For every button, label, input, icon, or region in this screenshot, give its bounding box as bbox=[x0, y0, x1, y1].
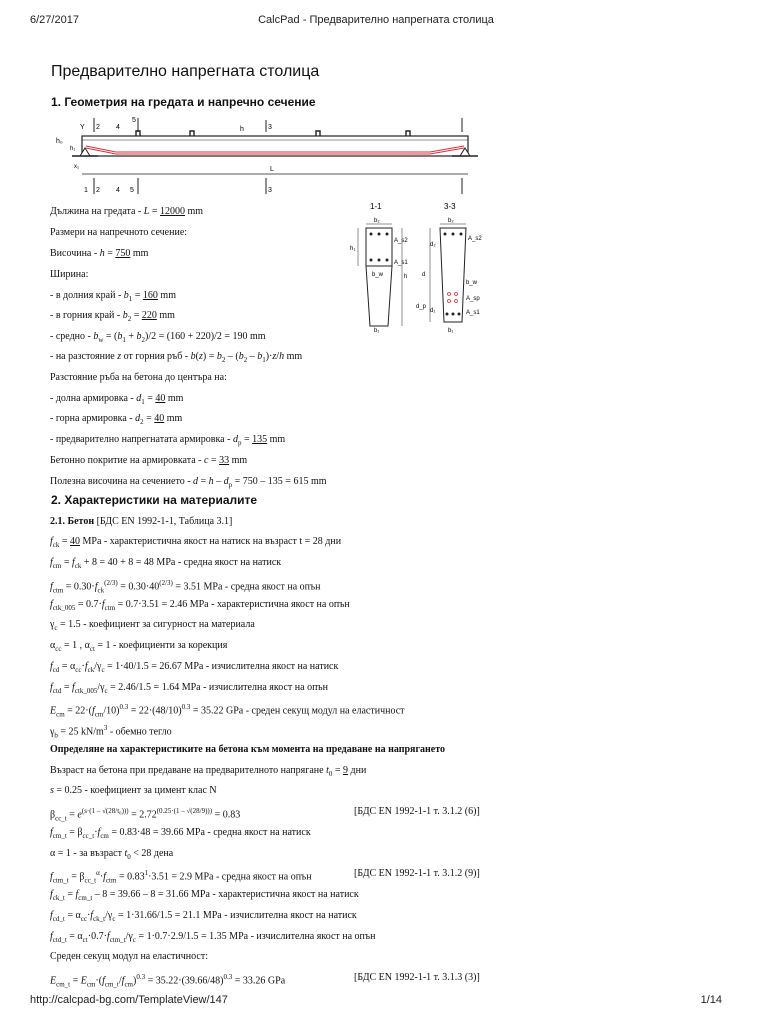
sec3-as2-label: A_s2 bbox=[468, 236, 482, 242]
text-line: - долна армировка - $d_1 = 40$ mm bbox=[50, 393, 184, 406]
page-url-link[interactable]: http://calcpad-bg.com/TemplateView/147 bbox=[30, 994, 228, 1006]
sec1-as1-label: A_s1 bbox=[394, 260, 408, 266]
sec3-b1-label: b₁ bbox=[448, 328, 454, 334]
fig-side-label-h0: h₀ bbox=[56, 138, 63, 145]
text-line: Размери на напречното сечение: bbox=[50, 227, 188, 238]
sec3-bw-label: b_w bbox=[466, 280, 478, 286]
sec1-h-label: h bbox=[404, 274, 408, 280]
text-line: $\beta_{cc\_t} = e^{(s\cdot(1 - √(28/t_0)))} = 2.72^{(0.25\cdot(1 - √(28/9)))} = 0.83$ bbox=[50, 807, 241, 823]
sec1-b1-label: b₁ bbox=[374, 328, 380, 334]
fig-span-label: L bbox=[270, 166, 274, 173]
print-title: CalcPad - Предварително напрегната столица bbox=[258, 14, 494, 26]
text-line: $E_{cm\_t} = E_{cm}\cdot(f_{cm\_t}/f_{cm})^{0.3} = 35.22\cdot(39.66/48)^{0.3} = 33.26$ GPa bbox=[50, 973, 286, 989]
section-3-3-title: 3-3 bbox=[444, 202, 456, 211]
text-line: $f_{ctd\_t} = \alpha_{ct}\cdot 0.7\cdot f_{ctm\_t}/\gamma_c = 1\cdot 0.7\cdot 2.9/1.5 = 1.35$ MPa - изчислителна якост на опън bbox=[50, 931, 376, 944]
text-line: $f_{cm} = f_{ck} + 8 = 40 + 8 = 48$ MPa - средна якост на натиск bbox=[50, 557, 282, 570]
text-line: Среден секущ модул на еластичност: bbox=[50, 951, 208, 962]
fig-top-label-h: h bbox=[240, 126, 244, 133]
fig-top-label-4: 4 bbox=[116, 124, 120, 131]
beam-elevation-drawing bbox=[50, 112, 480, 198]
text-line: $f_{cm\_t} = \beta_{cc\_t}\cdot f_{cm} = 0.83\cdot 48 = 39.66$ MPa - средна якост на натиск bbox=[50, 827, 311, 840]
text-line: α = 1 - за възраст $t_0 < 28$ дена bbox=[50, 848, 174, 861]
fig-side-label-h1: h₁ bbox=[70, 146, 76, 152]
text-line: Дължина на гредата - L = 12000 mm bbox=[50, 206, 204, 217]
sec3-d2-label: d₂ bbox=[430, 242, 436, 248]
text-line: s = 0.25 - коефициент за цимент клас N bbox=[50, 785, 217, 796]
page-number: 1/14 bbox=[700, 994, 722, 1006]
text-line: $f_{ctm} = 0.30\cdot f_{ck}^{(2/3)} = 0.30\cdot 40^{(2/3)} = 3.51$ MPa - средна якост на опън bbox=[50, 579, 321, 595]
print-date: 6/27/2017 bbox=[30, 14, 79, 26]
fig-top-label-5: 5 bbox=[132, 117, 136, 124]
section-marks-top bbox=[94, 118, 462, 132]
text-line: $f_{ctk\_005} = 0.7\cdot f_{ctm} = 0.7\cdot 3.51 = 2.46$ MPa - характеристична якост на опън bbox=[50, 599, 350, 612]
fig-bottom-label-2: 2 bbox=[96, 187, 100, 194]
sec3-asp-label: A_sp bbox=[466, 296, 480, 302]
sec3-d1-label: d₁ bbox=[430, 308, 436, 314]
sec3-dp-label: d_p bbox=[416, 304, 427, 310]
standard-reference: [БДС EN 1992-1-1 т. 3.1.3 (3)] bbox=[354, 972, 480, 983]
text-line: $f_{ck\_t} = f_{cm\_t} - 8 = 39.66 - 8 = 31.66$ MPa - характеристична якост на натиск bbox=[50, 889, 359, 902]
fig-bottom-label-1: 1 bbox=[84, 187, 88, 194]
text-line: 2.1. Бетон [БДС EN 1992-1-1, Таблица 3.1] bbox=[50, 516, 233, 527]
text-line: Възраст на бетона при предаване на предварителното напрягане $t_0 = 9$ дни bbox=[50, 765, 367, 778]
fig-top-label-y: Y bbox=[80, 124, 85, 131]
fig-top-label-3: 3 bbox=[268, 124, 272, 131]
fig-bottom-label-3: 3 bbox=[268, 187, 272, 194]
text-line: $f_{ctm\_t} = \beta_{cc\_t}^\alpha\cdot f_{ctm} = 0.83^1\cdot 3.51 = 2.9$ MPa - средна якост на опън bbox=[50, 869, 312, 885]
text-line: Определяне на характеристиките на бетона към момента на предаване на напрягането bbox=[50, 744, 445, 755]
text-line: Ширина: bbox=[50, 269, 89, 280]
text-line: - предварително напрегнатата армировка - $d_p = 135$ mm bbox=[50, 434, 286, 447]
section-1-1-title: 1-1 bbox=[370, 202, 382, 211]
text-line: - в горния край - $b_2 = 220$ mm bbox=[50, 310, 175, 323]
fig-side-label-x1: x₁ bbox=[74, 164, 80, 170]
sec1-h1-label: h₁ bbox=[350, 246, 356, 252]
text-line: $f_{cd\_t} = \alpha_{cc}\cdot f_{ck\_t}/\gamma_c = 1\cdot 31.66/1.5 = 21.1$ MPa - изчислителна якост на натиск bbox=[50, 910, 357, 923]
text-line: $\gamma_b = 25$ $kN/m^3$ - обемно тегло bbox=[50, 724, 172, 740]
sec3-b2-label: b₂ bbox=[448, 218, 454, 224]
standard-reference: [БДС EN 1992-1-1 т. 3.1.2 (9)] bbox=[354, 868, 480, 879]
fig-top-label-2: 2 bbox=[96, 124, 100, 131]
text-line: $\alpha_{cc} = 1$ , $\alpha_{ct} = 1$ - коефициенти за корекция bbox=[50, 640, 228, 653]
section-1-heading: 1. Геометрия на гредата и напречно сечение bbox=[51, 95, 316, 109]
text-line: $f_{ctd} = f_{ctk\_005}/\gamma_c = 2.46/1.5 = 1.64$ MPa - изчислителна якост на опън bbox=[50, 682, 328, 695]
text-line: Височина - h = 750 mm bbox=[50, 248, 149, 259]
sec1-bw-label: b_w bbox=[372, 272, 384, 278]
cross-sections-drawing bbox=[344, 200, 484, 334]
text-line: $f_{cd} = \alpha_{cc}\cdot f_{ck}/\gamma_c = 1\cdot 40/1.5 = 26.67$ MPa - изчислителна якост на натиск bbox=[50, 661, 339, 674]
sec3-as1-label: A_s1 bbox=[466, 310, 480, 316]
text-line: - на разстояние z от горния ръб - $b(z) = b_2 - (b_2 - b_1)\cdot z/h$ mm bbox=[50, 351, 303, 364]
text-line: $f_{ck} = 40$ MPa - характеристична якост на натиск на възраст t = 28 дни bbox=[50, 536, 342, 549]
text-line: $\gamma_c = 1.5$ - коефициент за сигурност на материала bbox=[50, 619, 255, 632]
text-line: Полезна височина на сечението - $d = h - d_p = 750 - 135 = 615$ mm bbox=[50, 476, 327, 489]
fig-bottom-label-4: 4 bbox=[116, 187, 120, 194]
sec1-as2-label: A_s2 bbox=[394, 238, 408, 244]
sec3-d-label: d bbox=[422, 272, 426, 278]
page-title: Предварително напрегната столица bbox=[51, 63, 320, 80]
section-2-heading: 2. Характеристики на материалите bbox=[51, 493, 258, 507]
text-line: - средно - $b_w = (b_1 + b_2)/2 = (160 + 220)/2 = 190$ mm bbox=[50, 331, 266, 344]
sec1-b2-label: b₂ bbox=[374, 218, 380, 224]
text-line: - горна армировка - $d_2 = 40$ mm bbox=[50, 413, 183, 426]
fig-bottom-label-5: 5 bbox=[130, 187, 134, 194]
standard-reference: [БДС EN 1992-1-1 т. 3.1.2 (6)] bbox=[354, 806, 480, 817]
text-line: $E_{cm} = 22\cdot(f_{cm}/10)^{0.3} = 22\cdot(48/10)^{0.3} = 35.22$ GPa - среден секущ модул на еластичност bbox=[50, 703, 405, 719]
text-line: Бетонно покритие на армировката - c = 33 mm bbox=[50, 455, 248, 466]
text-line: Разстояние ръба на бетона до центъра на: bbox=[50, 372, 227, 383]
text-line: - в долния край - $b_1 = 160$ mm bbox=[50, 290, 176, 303]
